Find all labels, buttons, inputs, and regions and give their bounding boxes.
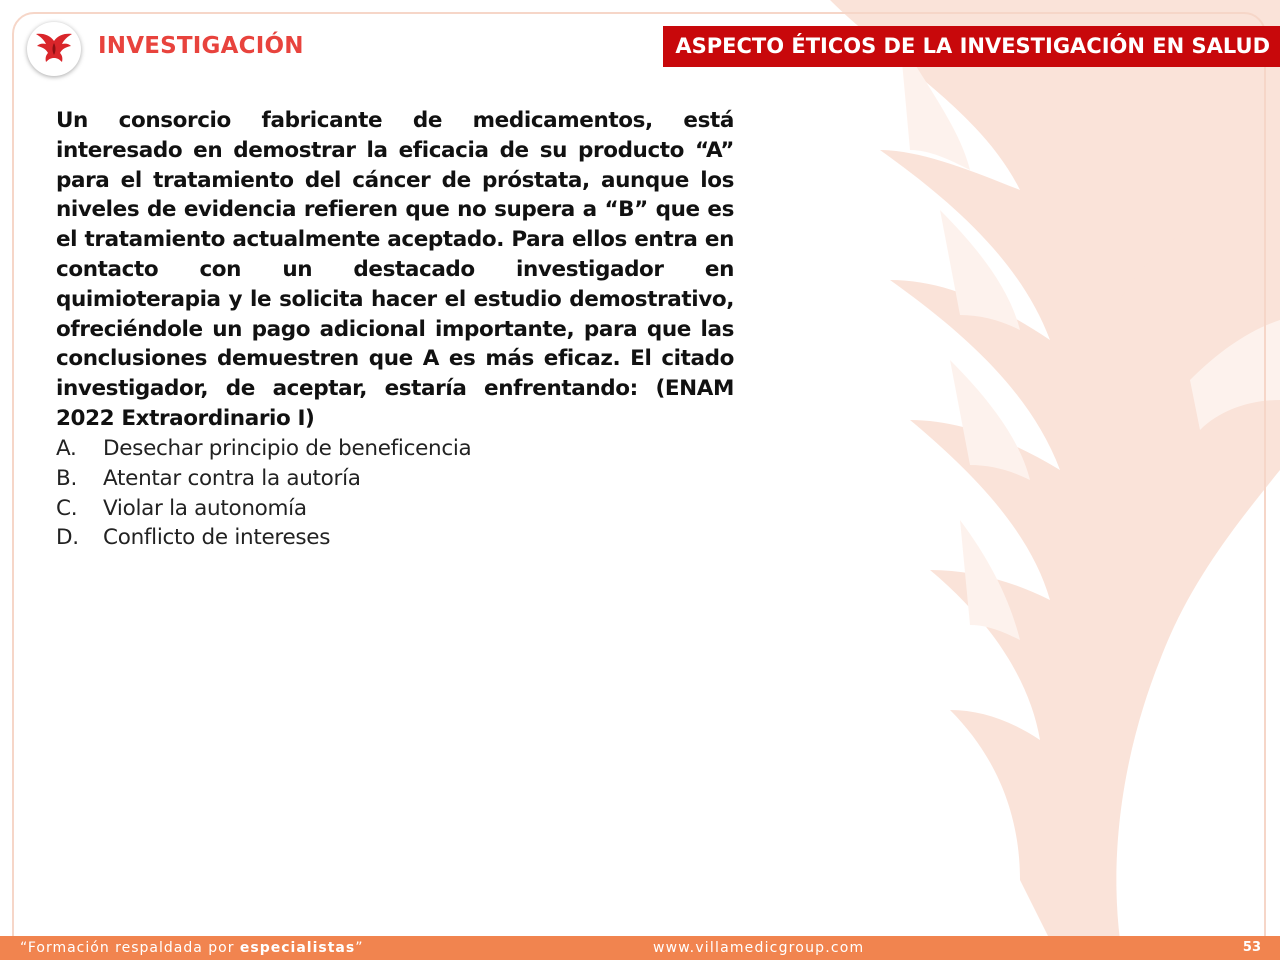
- footer-website-link[interactable]: www.villamedicgroup.com: [653, 940, 865, 956]
- option-letter: C.: [56, 495, 78, 521]
- section-title: INVESTIGACIÓN: [98, 33, 304, 59]
- question-text: Un consorcio fabricante de medicamentos, está interesado en demostrar la eficacia de su producto “A” para el tratamiento del cáncer de próstata, aunque los niveles de evidencia refieren que no supera a “B” que es el tratamiento actualmente aceptado. Para ellos entra en contacto con un destacado investigador en quimioterapia y le solicita hacer el estudio demostrativo, ofreciéndole un pago adicional importante, para que las conclusiones demuestren que A es más eficaz. El citado investigador, de aceptar, estaría enfrentando: (ENAM 2022 Extraordinario I): [56, 108, 734, 431]
- topic-title-bar: ASPECTO ÉTICOS DE LA INVESTIGACIÓN EN SALUD: [663, 26, 1280, 67]
- option-b: [56, 464, 471, 494]
- option-letter: D.: [56, 525, 79, 551]
- option-text: Conflicto de intereses: [103, 525, 331, 551]
- option-a: [56, 434, 471, 464]
- motto-prefix: “Formación respaldada por: [20, 940, 240, 956]
- option-text: Atentar contra la autoría: [103, 465, 361, 491]
- logo: [27, 22, 81, 76]
- option-letter: B.: [56, 465, 77, 491]
- footer-motto: [20, 936, 363, 960]
- option-text: Desechar principio de beneficencia: [103, 436, 472, 461]
- option-c: [56, 494, 471, 524]
- page-number: 53: [1242, 940, 1261, 955]
- motto-bold: especialistas: [239, 940, 356, 956]
- option-text: Violar la autonomía: [103, 495, 307, 521]
- answer-options: [56, 434, 471, 553]
- motto-suffix: ”: [355, 940, 364, 956]
- phoenix-logo-icon: [34, 31, 74, 67]
- option-letter: A.: [56, 436, 77, 461]
- option-d: [56, 523, 471, 553]
- footer-bar: [0, 936, 1280, 960]
